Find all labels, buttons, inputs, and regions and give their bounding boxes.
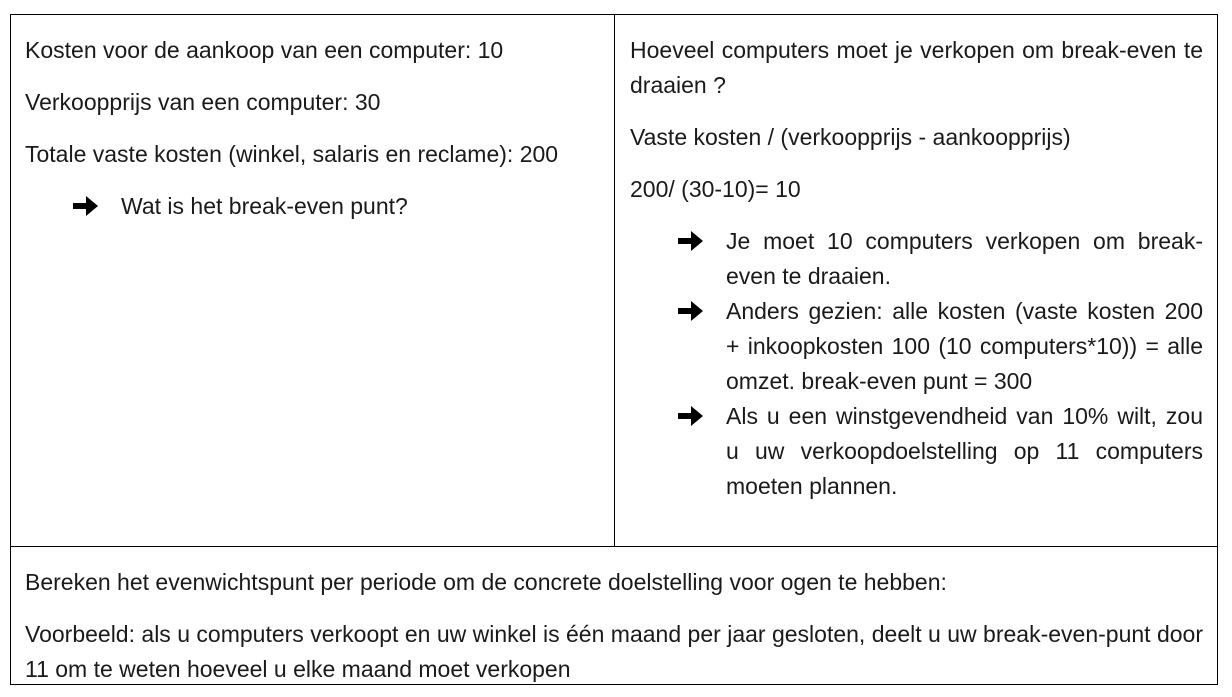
arrow-right-icon <box>678 399 708 434</box>
example-text: Voorbeeld: als u computers verkoopt en uw winkel is één maand per jaar gesloten, deelt u uw break-even-punt door 11 om te weten hoeveel u elke maand moet verkopen <box>25 621 1203 682</box>
question-text: Hoeveel computers moet je verkopen om break-even te draaien ? <box>630 37 1203 98</box>
arrow-right-icon <box>678 224 708 259</box>
selling-price-text: Verkoopprijs van een computer: 30 <box>25 89 381 115</box>
bullet-text: Als u een winstgevendheid van 10% wilt, zou u uw verkoopdoelstelling op 11 computers moeten plannen. <box>726 403 1203 499</box>
bullet-text: Anders gezien: alle kosten (vaste kosten 200 + inkoopkosten 100 (10 computers*10)) = alle omzet. break-even punt = 300 <box>726 298 1203 394</box>
list-item <box>25 189 600 224</box>
content-table <box>10 14 1218 685</box>
fixed-costs-text: Totale vaste kosten (winkel, salaris en reclame): 200 <box>25 141 559 167</box>
period-instruction-text: Bereken het evenwichtspunt per periode om de concrete doelstelling voor ogen te hebben: <box>25 569 947 595</box>
bottom-cell <box>11 546 1217 684</box>
list-item <box>630 399 1203 504</box>
calculation-text: 200/ (30-10)= 10 <box>630 176 801 202</box>
arrow-right-icon <box>73 189 103 224</box>
list-item <box>630 294 1203 399</box>
question-text: Wat is het break-even punt? <box>121 193 408 219</box>
left-cell <box>11 15 615 546</box>
formula-text: Vaste kosten / (verkoopprijs - aankoopprijs) <box>630 124 1071 150</box>
arrow-right-icon <box>678 294 708 329</box>
purchase-cost-text: Kosten voor de aankoop van een computer: 10 <box>25 37 504 63</box>
right-bullet-list <box>630 224 1203 504</box>
list-item <box>630 224 1203 294</box>
right-cell <box>615 15 1217 546</box>
bullet-text: Je moet 10 computers verkopen om break-even te draaien. <box>726 228 1203 289</box>
left-bullet-list <box>25 189 600 224</box>
